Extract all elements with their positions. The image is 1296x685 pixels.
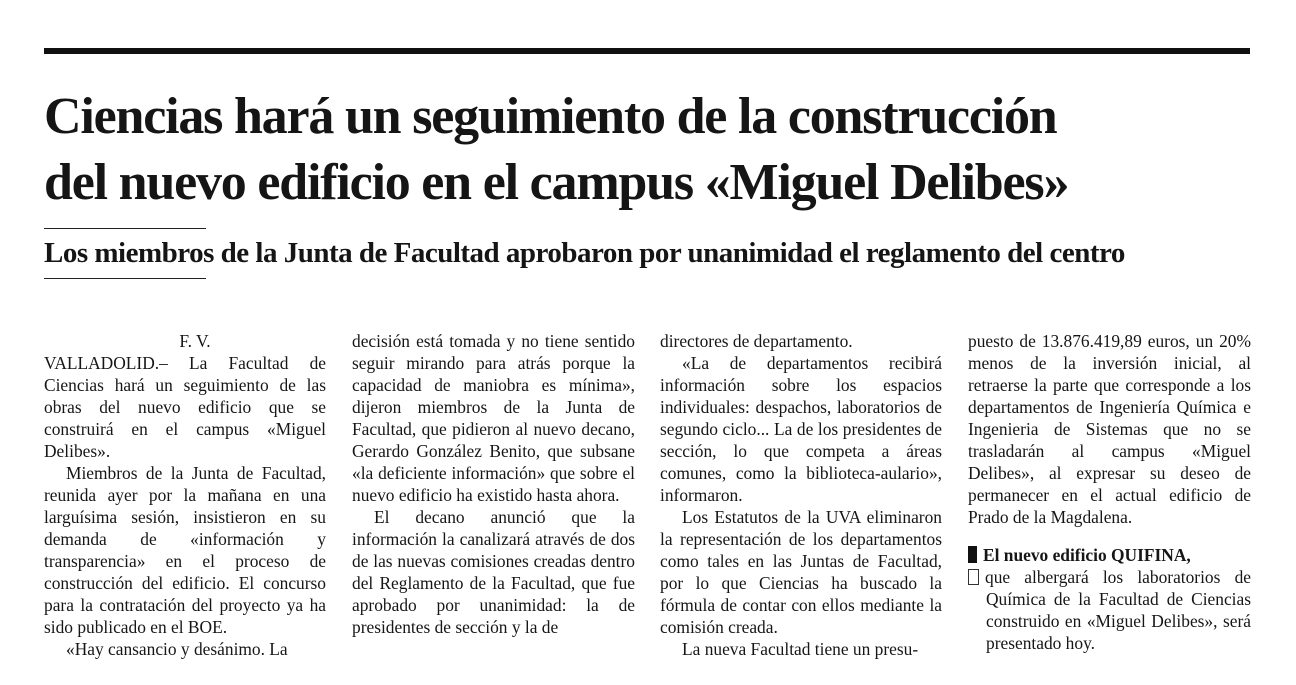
caption-lead: El nuevo edificio QUIFINA, [983,545,1191,565]
photo-caption [968,544,1251,654]
column-4-paragraph-1: puesto de 13.876.419,89 euros, un 20% menos de la inversión inicial, al retraerse la parte que corresponde a los departamentos de Ingeniería Química e Ingenieria de Sistemas que no se trasladarán al campus «Miguel Delibes», al expresar su deseo de permanecer en el actual edificio de Prado de la Magdalena. [968,331,1251,527]
headline-line-2: del nuevo edificio en el campus «Miguel Delibes» [44,154,1069,211]
column-3-paragraph-4: La nueva Facultad tiene un presu- [682,639,919,659]
black-square-marker-icon [968,546,977,563]
column-1-paragraph-3: «Hay cansancio y desánimo. La [66,639,288,659]
subhead-bottom-rule [44,278,206,279]
article-column-1 [44,330,326,660]
article-column-2 [352,330,635,638]
headline-line-1: Ciencias hará un seguimiento de la construcción [44,88,1057,145]
caption-body: que albergará los laboratorios de Química de la Facultad de Ciencias construido en «Miguel Delibes», será presentado hoy. [985,567,1251,653]
column-2-paragraph-2: El decano anunció que la información la canalizará através de dos de las nuevas comisiones creadas dentro del Reglamento de la Facultad, que fue aprobado por unanimidad: la de presidentes de sección y la de [352,507,635,637]
top-rule [44,48,1250,54]
subhead-top-rule [44,228,206,229]
article-column-3 [660,330,942,660]
article-column-4 [968,330,1251,654]
column-3-paragraph-3: Los Estatutos de la UVA eliminaron la representación de los departamentos como tales en las Juntas de Facultad, por lo que Ciencias ha buscado la fórmula de contar con ellos mediante la comisión creada. [660,507,942,637]
subheadline: Los miembros de la Junta de Facultad aprobaron por unanimidad el reglamento del centro [44,237,1125,269]
column-1-paragraph-1 [44,352,326,462]
column-3-paragraph-2: «La de departamentos recibirá información sobre los espacios individuales: despachos, laboratorios de segundo ciclo... La de los presidentes de sección, lo que competa a áreas comunes, como la biblioteca-aulario», informaron. [660,353,942,505]
column-1-paragraph-1-text: La Facultad de Ciencias hará un seguimiento de las obras del nuevo edificio que se construirá en el campus «Miguel Delibes». [44,353,326,461]
column-3-paragraph-1: directores de departamento. [660,331,853,351]
headline [44,84,1264,216]
column-2-paragraph-1: decisión está tomada y no tiene sentido seguir mirando para atrás porque la capacidad de maniobra es mínima», dijeron miembros de la Junta de Facultad, que pidieron al nuevo decano, Gerardo González Benito, que subsane «la deficiente información» que sobre el nuevo edificio ha existido hasta ahora. [352,331,635,505]
column-1-paragraph-2: Miembros de la Junta de Facultad, reunida ayer por la mañana en una larguísima sesión, insistieron en su demanda de «información y transparencia» en el proceso de construcción del edificio. El concurso para la contratación del proyecto ya ha sido publicado en el BOE. [44,463,326,637]
byline: F. V. [179,331,211,351]
dateline: VALLADOLID.– [44,353,168,373]
arrow-marker-icon [968,569,979,585]
